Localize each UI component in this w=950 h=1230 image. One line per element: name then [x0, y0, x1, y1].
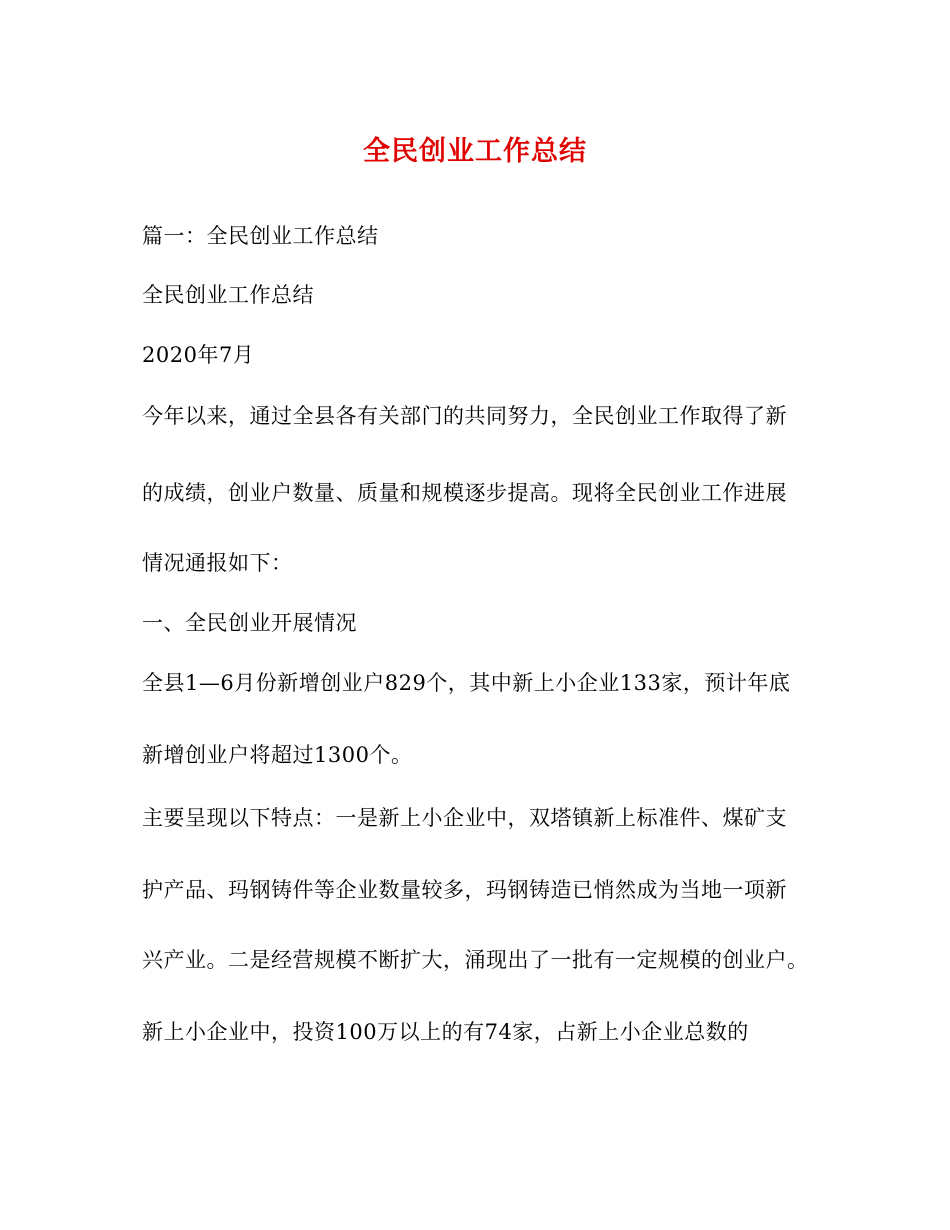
- paragraph-line: 兴产业。二是经营规模不断扩大，涌现出了一批有一定规模的创业户。: [142, 948, 809, 972]
- section-heading: 一、全民创业开展情况: [142, 611, 357, 635]
- paragraph-line: 护产品、玛钢铸件等企业数量较多，玛钢铸造已悄然成为当地一项新: [142, 878, 787, 902]
- paragraph-line: 的成绩，创业户数量、质量和规模逐步提高。现将全民创业工作进展: [142, 481, 787, 505]
- paragraph-line: 今年以来，通过全县各有关部门的共同努力，全民创业工作取得了新: [142, 404, 787, 428]
- paragraph-line: 主要呈现以下特点：一是新上小企业中，双塔镇新上标准件、煤矿支: [142, 806, 787, 830]
- paragraph-line: 新上小企业中，投资100万以上的有74家，占新上小企业总数的: [142, 1020, 749, 1044]
- paragraph-line: 新增创业户将超过1300个。: [142, 743, 413, 767]
- paragraph-line: 全县1—6月份新增创业户829个，其中新上小企业133家，预计年底: [142, 671, 791, 695]
- subtitle: 全民创业工作总结: [142, 283, 314, 307]
- date-line: 2020年7月: [142, 343, 255, 367]
- section-heading: 篇一：全民创业工作总结: [142, 224, 379, 248]
- document-title: 全民创业工作总结: [363, 136, 587, 167]
- paragraph-line: 情况通报如下：: [142, 551, 293, 575]
